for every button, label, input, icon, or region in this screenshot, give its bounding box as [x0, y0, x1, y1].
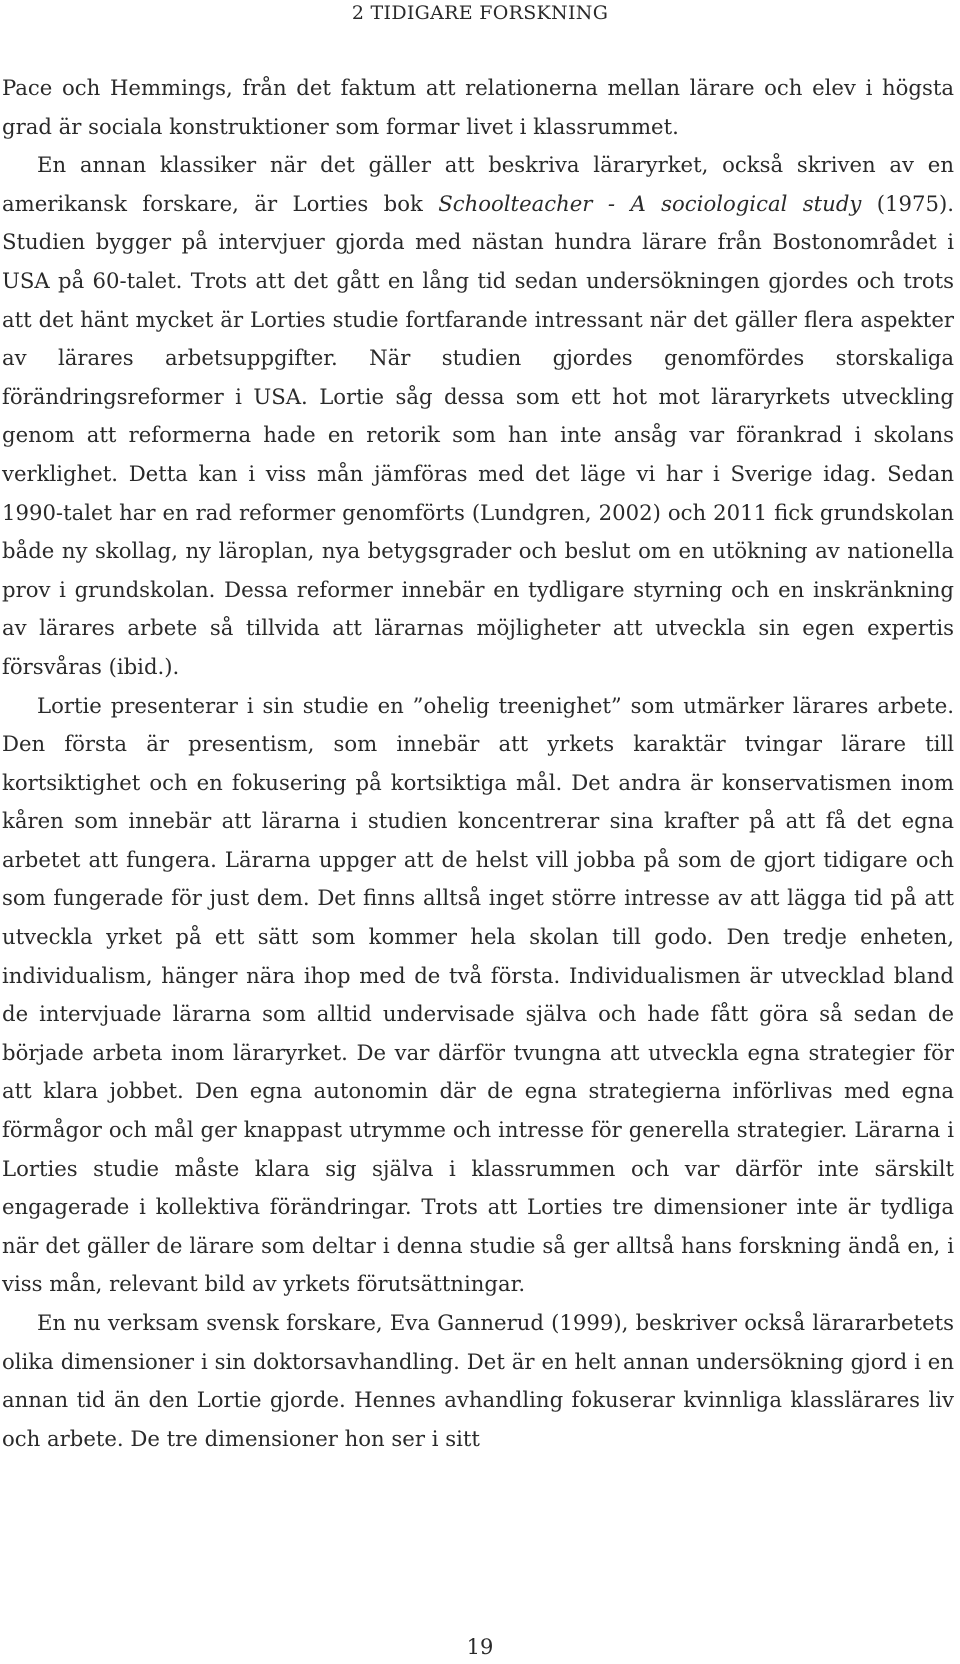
paragraph-3: Lortie presenterar i sin studie en ”ohelig treenighet” som utmärker lärares arbete. Den första är presentism, som innebär att yrkets karaktär tvingar lärare till kortsiktighet och en fokusering på kortsiktiga mål. Det andra är konservatismen inom kåren som innebär att lärarna i studien koncentrerar sina krafter på att få det egna arbetet att fungera. Lärarna uppger att de helst vill jobba på som de gjort tidigare och som fungerade för just dem. Det finns alltså inget större intresse av att lägga tid på att utveckla yrket på ett sätt som kommer hela skolan till godo. Den tredje enheten, individualism, hänger nära ihop med de två första. Individualismen är utvecklad bland de intervjuade lärarna som alltid undervisade själva och hade fått göra så sedan de började arbeta inom läraryrket. De var därför tvungna att utveckla egna strategier för att klara jobbet. Den egna autonomin där de egna strategierna införlivas med egna förmågor och mål ger knappast utrymme och intresse för generella strategier. Lärarna i Lorties studie måste klara sig själva i klassrummen och var därför inte särskilt engagerade i kollektiva förändringar. Trots att Lorties tre dimensioner inte är tydliga när det gäller de lärare som deltar i denna studie så ger alltså hans forskning ändå en, i viss mån, relevant bild av yrkets förutsättningar.: [2, 692, 954, 1297]
running-header: 2 TIDIGARE FORSKNING: [351, 2, 609, 24]
body-text: [2, 69, 954, 1458]
paragraph-4: En nu verksam svensk forskare, Eva Gannerud (1999), beskriver också lärararbetets olika dimensioner i sin doktorsavhandling. Det är en helt annan undersökning gjord i en annan tid än den Lortie gjorde. Hennes avhandling fokuserar kvinnliga klasslärares liv och arbete. De tre dimensioner hon ser i sitt: [2, 1310, 954, 1451]
page-number: 19: [466, 1635, 494, 1659]
paragraph-2-text-end: (1975). Studien bygger på intervjuer gjorda med nästan hundra lärare från Bostonområdet i USA på 60-talet. Trots att det gått en lång tid sedan undersökningen gjordes och trots att det hänt mycket är Lorties studie fortfarande intressant när det gäller flera aspekter av lärares arbetsuppgifter. När studien gjordes genomfördes storskaliga förändringsreformer i USA. Lortie såg dessa som ett hot mot läraryrkets utveckling genom att reformerna hade en retorik som han inte ansåg var förankrad i skolans verklighet. Detta kan i viss mån jämföras med det läge vi har i Sverige idag. Sedan 1990-talet har en rad reformer genomförts (Lundgren, 2002) och 2011 fick grundskolan både ny skollag, ny läroplan, nya betygsgrader och beslut om en utökning av nationella prov i grundskolan. Dessa reformer innebär en tydligare styrning och en inskränkning av lärares arbete så tillvida att lärarnas möjligheter att utveckla sin egen expertis försvåras (ibid.).: [2, 190, 954, 679]
paragraph-2-text-start: En annan klassiker när det gäller att beskriva läraryrket, också skriven av en amerikansk forskare, är Lorties bok: [2, 152, 954, 216]
paragraph-2: [2, 146, 954, 686]
paragraph-1: Pace och Hemmings, från det faktum att relationerna mellan lärare och elev i högsta grad är sociala konstruktioner som formar livet i klassrummet.: [2, 75, 954, 139]
book-title: Schoolteacher - A sociological study: [438, 190, 862, 216]
